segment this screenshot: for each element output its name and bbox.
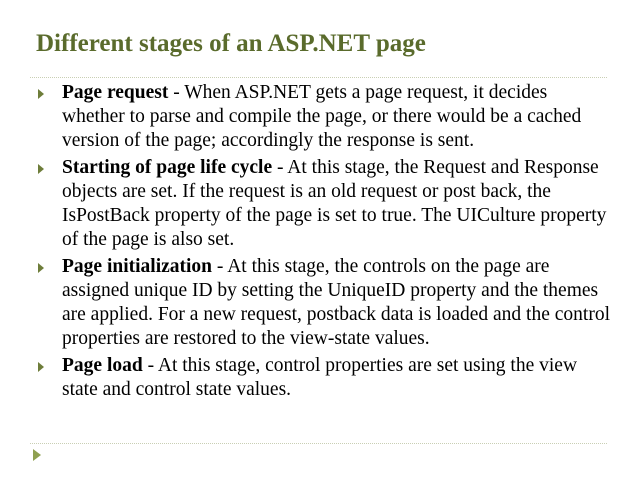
list-item (36, 255, 611, 351)
bullet-term: Page request (62, 82, 169, 103)
triangle-bullet-icon (38, 263, 44, 273)
list-item (36, 156, 611, 252)
title-divider (30, 77, 607, 78)
footer-arrow-icon (33, 449, 41, 461)
bullet-list (36, 81, 611, 405)
triangle-bullet-icon (38, 164, 44, 174)
bullet-term: Page load (62, 355, 143, 376)
triangle-bullet-icon (38, 89, 44, 99)
triangle-bullet-icon (38, 362, 44, 372)
footer-divider (30, 443, 607, 444)
bullet-term: Starting of page life cycle (62, 157, 273, 178)
bullet-text: - At this stage, control properties are set using the view state and control state values. (62, 355, 578, 400)
bullet-text: - At this stage, the controls on the page are assigned unique ID by setting the UniqueID property and the themes are applied. For a new request, postback data is loaded and the control properties are restored to the view-state values. (62, 256, 610, 349)
list-item (36, 354, 611, 402)
bullet-text: - When ASP.NET gets a page request, it decides whether to parse and compile the page, or there would be a cached version of the page; accordingly the response is sent. (62, 82, 582, 151)
bullet-term: Page initialization (62, 256, 213, 277)
bullet-text: - At this stage, the Request and Response objects are set. If the request is an old request or post back, the IsPostBack property of the page is set to true. The UICulture property of the page is also set. (62, 157, 607, 250)
slide-title: Different stages of an ASP.NET page (36, 30, 426, 57)
list-item (36, 81, 611, 153)
